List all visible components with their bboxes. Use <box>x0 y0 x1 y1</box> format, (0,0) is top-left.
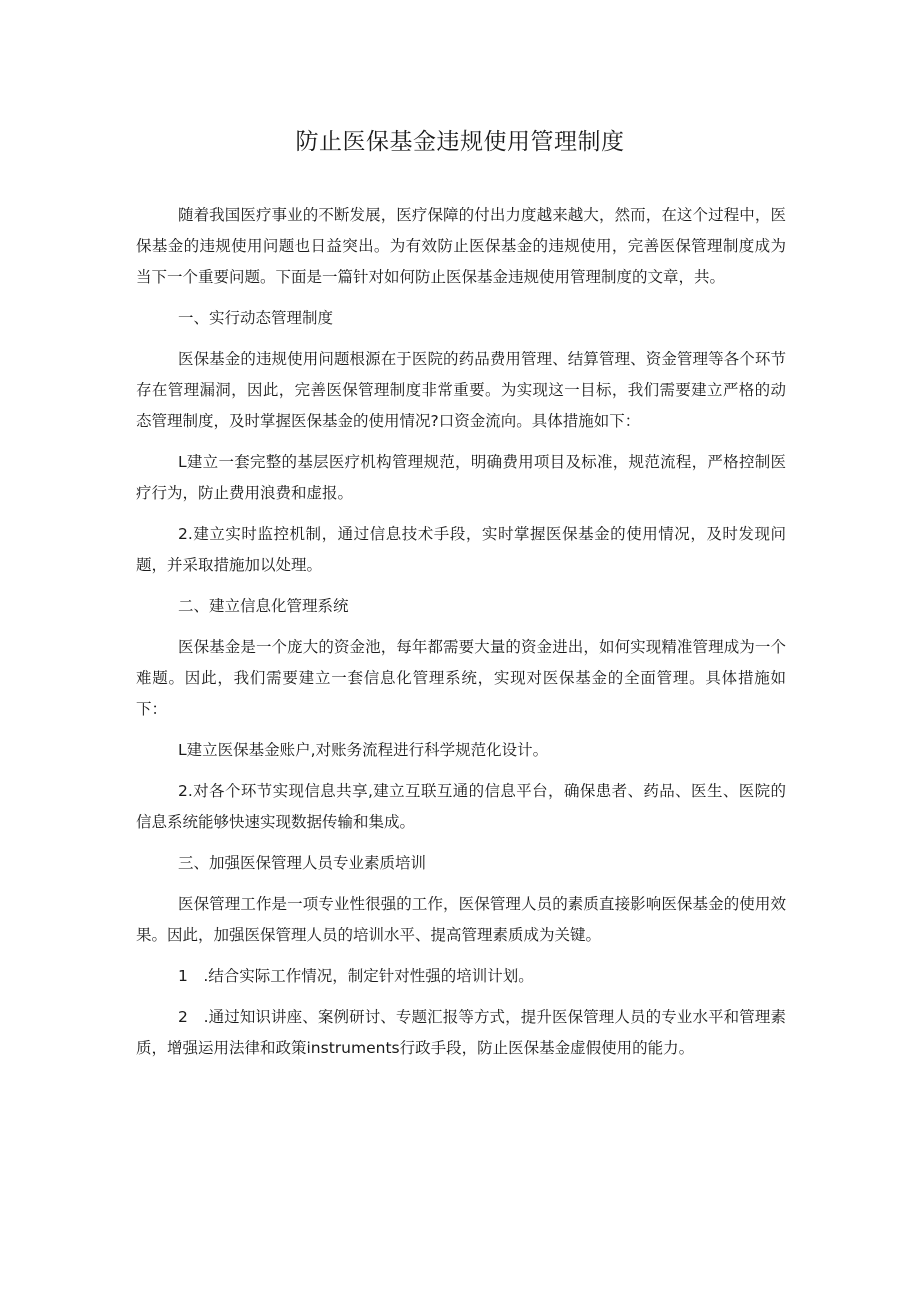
section-2-item-1: L建立医保基金账户,对账务流程进行科学规范化设计。 <box>178 741 549 759</box>
section-3-item-2: 2 .通过知识讲座、案例研讨、专题汇报等方式，提升医保管理人员的专业水平和管理素质，增强运用法律和政策instruments行政手段，防止医保基金虚假使用的能力。 <box>136 1008 786 1057</box>
section-1-item-1: L建立一套完整的基层医疗机构管理规范，明确费用项目及标准，规范流程，严格控制医疗行为，防止费用浪费和虚报。 <box>136 453 786 502</box>
section-heading-1: 一、实行动态管理制度 <box>178 309 334 327</box>
section-3-item-1: 1 .结合实际工作情况，制定针对性强的培训计划。 <box>178 967 534 985</box>
section-3-paragraph: 医保管理工作是一项专业性很强的工作，医保管理人员的素质直接影响医保基金的使用效果。因此，加强医保管理人员的培训水平、提高管理素质成为关键。 <box>136 895 786 944</box>
document-body <box>136 200 786 1074</box>
section-1-item-2: 2.建立实时监控机制，通过信息技术手段，实时掌握医保基金的使用情况，及时发现问题，并采取措施加以处理。 <box>136 525 786 574</box>
section-1-paragraph: 医保基金的违规使用问题根源在于医院的药品费用管理、结算管理、资金管理等各个环节存在管理漏洞，因此，完善医保管理制度非常重要。为实现这一目标，我们需要建立严格的动态管理制度，及时掌握医保基金的使用情况?口资金流向。具体措施如下： <box>136 350 786 430</box>
intro-paragraph: 随着我国医疗事业的不断发展，医疗保障的付出力度越来越大，然而，在这个过程中，医保基金的违规使用问题也日益突出。为有效防止医保基金的违规使用，完善医保管理制度成为当下一个重要问题。下面是一篇针对如何防止医保基金违规使用管理制度的文章，共。 <box>136 206 786 286</box>
section-heading-2: 二、建立信息化管理系统 <box>178 597 349 615</box>
section-2-paragraph: 医保基金是一个庞大的资金池，每年都需要大量的资金进出，如何实现精准管理成为一个难题。因此，我们需要建立一套信息化管理系统，实现对医保基金的全面管理。具体措施如下： <box>136 638 786 718</box>
section-2-item-2: 2.对各个环节实现信息共享,建立互联互通的信息平台，确保患者、药品、医生、医院的信息系统能够快速实现数据传输和集成。 <box>136 782 786 831</box>
document-title: 防止医保基金违规使用管理制度 <box>295 129 625 155</box>
section-heading-3: 三、加强医保管理人员专业素质培训 <box>178 854 427 872</box>
